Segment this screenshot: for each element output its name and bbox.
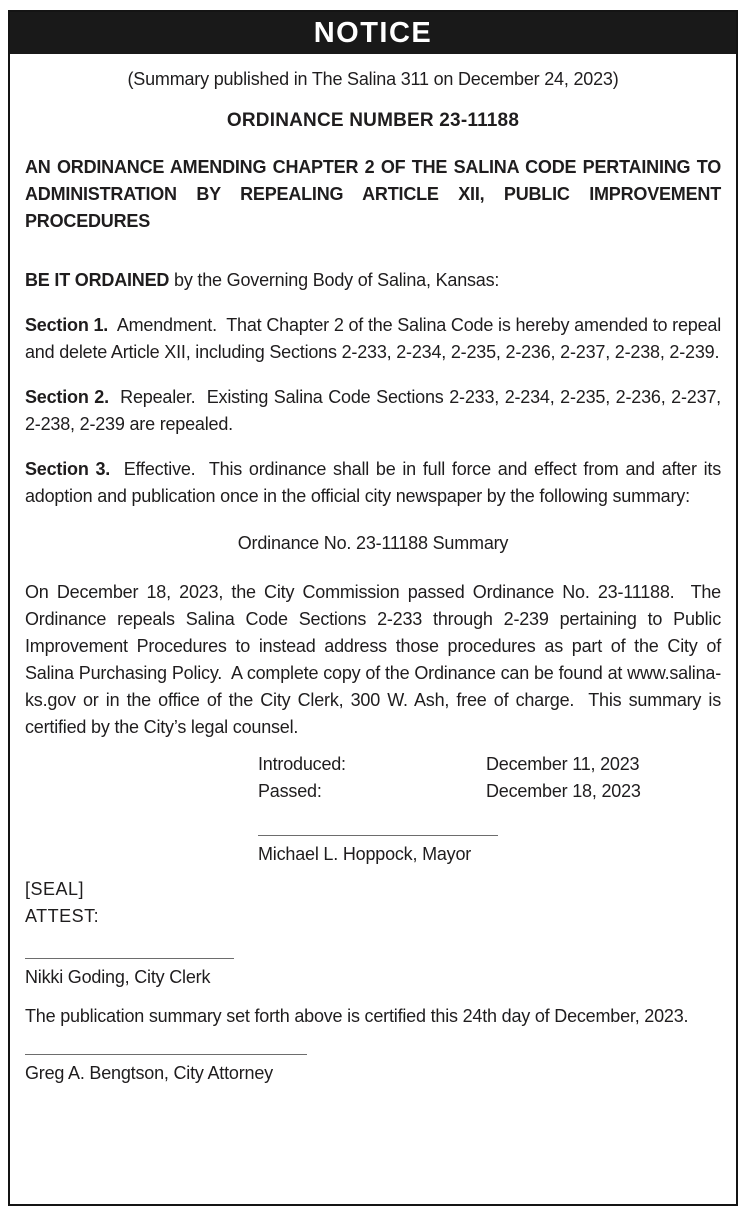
notice-border-box <box>8 10 738 1206</box>
section-2-label: Section 2. <box>25 387 109 407</box>
passed-row <box>258 778 721 805</box>
publication-summary-line: (Summary published in The Salina 311 on December 24, 2023) <box>127 69 619 89</box>
attorney-signature-block <box>25 1054 721 1087</box>
mayor-signature-block <box>258 835 721 868</box>
clerk-signature-line <box>25 958 234 959</box>
introduced-row <box>258 751 721 778</box>
ordinance-summary-paragraph: On December 18, 2023, the City Commission passed Ordinance No. 23-11188. The Ordinance repeals Salina Code Sections 2-233 through 2-239 pertaining to Public Improvement Procedures to instead address those procedures as part of the City of Salina Purchasing Policy. A complete copy of the Ordinance can be found at www.salina-ks.gov or in the office of the City Clerk, 300 W. Ash, free of charge. This summary is certified by the City’s legal counsel. <box>25 582 726 737</box>
attest-label: ATTEST: <box>25 906 100 926</box>
clerk-signature-name: Nikki Goding, City Clerk <box>25 967 211 987</box>
introduced-label: Introduced: <box>258 754 346 774</box>
section-2-paragraph <box>25 384 726 438</box>
notice-banner <box>10 12 736 54</box>
ordinance-number-title: ORDINANCE NUMBER 23-11188 <box>226 110 520 131</box>
notice-banner-title: NOTICE <box>313 16 433 49</box>
section-1-paragraph <box>25 312 726 366</box>
mayor-signature-name: Michael L. Hoppock, Mayor <box>258 844 472 864</box>
ordinance-preamble: AN ORDINANCE AMENDING CHAPTER 2 OF THE SALINA CODE PERTAINING TO ADMINISTRATION BY REPEALING ARTICLE XII, PUBLIC IMPROVEMENT PROCEDURES <box>25 157 721 231</box>
passed-date: December 18, 2023 <box>486 781 641 801</box>
ordained-clause-lead: BE IT ORDAINED <box>25 270 170 290</box>
notice-content <box>10 66 736 1087</box>
section-3-paragraph <box>25 456 726 510</box>
seal-label: [SEAL] <box>25 879 85 899</box>
attorney-signature-name: Greg A. Bengtson, City Attorney <box>25 1063 273 1083</box>
mayor-signature-line <box>258 835 498 836</box>
section-3-label: Section 3. <box>25 459 111 479</box>
section-1-label: Section 1. <box>25 315 109 335</box>
section-1-text: Amendment. That Chapter 2 of the Salina Code is hereby amended to repeal and delete Article XII, including Sections 2-233, 2-234, 2-235, 2-236, 2-237, 2-238, 2-239. <box>25 315 726 362</box>
ordained-clause <box>25 267 721 294</box>
certification-paragraph: The publication summary set forth above is certified this 24th day of December, 2023. <box>25 1006 689 1026</box>
dates-block <box>258 751 721 805</box>
section-2-text: Repealer. Existing Salina Code Sections 2-233, 2-234, 2-235, 2-236, 2-237, 2-238, 2-239 are repealed. <box>25 387 726 434</box>
ordinance-summary-heading: Ordinance No. 23-11188 Summary <box>237 533 509 553</box>
introduced-date: December 11, 2023 <box>486 754 640 774</box>
ordained-clause-rest: by the Governing Body of Salina, Kansas: <box>169 270 500 290</box>
passed-label: Passed: <box>258 781 322 801</box>
section-3-text: Effective. This ordinance shall be in full force and effect from and after its adoption and publication once in the official city newspaper by the following summary: <box>25 459 726 506</box>
attorney-signature-line <box>25 1054 307 1055</box>
seal-attest-block <box>25 876 721 930</box>
clerk-signature-block <box>25 958 721 991</box>
